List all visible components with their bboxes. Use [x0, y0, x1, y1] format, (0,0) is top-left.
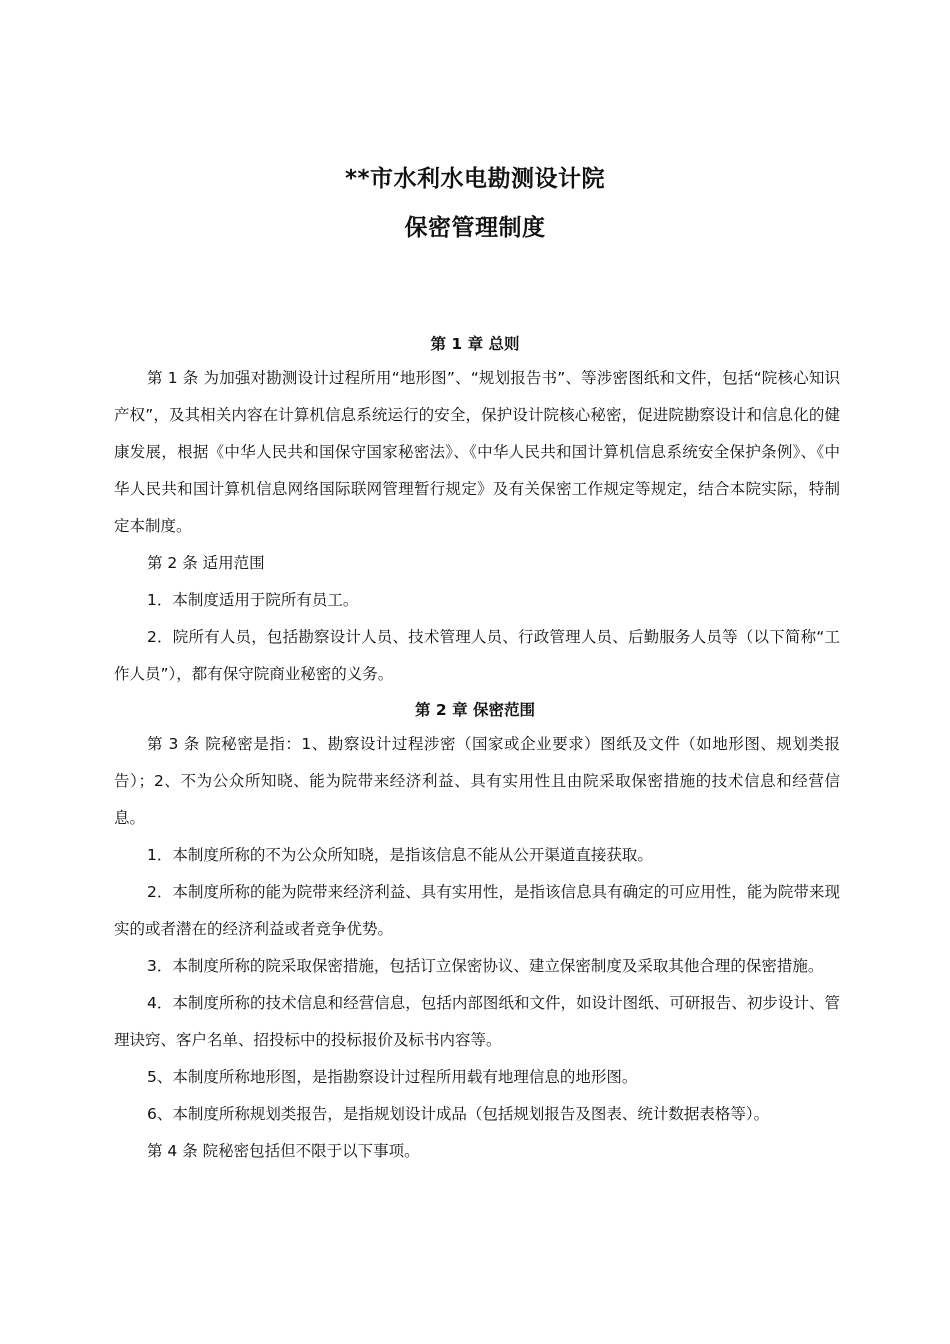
definition-item-4: 4．本制度所称的技术信息和经营信息，包括内部图纸和文件，如设计图纸、可研报告、初步设计、管理诀窍、客户名单、招投标中的投标报价及标书内容等。 [114, 994, 840, 1049]
chapter-2-heading: 第 2 章 保密范围 [415, 701, 535, 719]
chapter-1-heading: 第 1 章 总则 [430, 335, 520, 353]
definition-item-1: 1．本制度所称的不为公众所知晓，是指该信息不能从公开渠道直接获取。 [147, 846, 653, 864]
article-1-paragraph: 第 1 条 为加强对勘测设计过程所用“地形图”、“规划报告书”、等涉密图纸和文件，包括“院核心知识产权”，及其相关内容在计算机信息系统运行的安全，保护设计院核心秘密，促进院勘察设计和信息化的健康发展，根据《中华人民共和国保守国家秘密法》、《中华人民共和国计算机信息系统安全保护条例》、《中华人民共和国计算机信息网络国际联网管理暂行规定》及有关保密工作规定等规定，结合本院实际，特制定本制度。 [114, 369, 840, 535]
article-4-heading: 第 4 条 院秘密包括但不限于以下事项。 [147, 1142, 420, 1160]
document-title: **市水利水电勘测设计院 [344, 166, 606, 192]
scope-item-1: 1．本制度适用于院所有员工。 [147, 591, 359, 609]
chapter-1-body [114, 360, 840, 693]
document-subtitle: 保密管理制度 [404, 215, 546, 241]
definition-item-5: 5、本制度所称地形图，是指勘察设计过程所用载有地理信息的地形图。 [147, 1068, 638, 1086]
chapter-2-body [114, 726, 840, 1170]
definition-item-6: 6、本制度所称规划类报告，是指规划设计成品（包括规划报告及图表、统计数据表格等）。 [147, 1105, 770, 1123]
article-2-heading: 第 2 条 适用范围 [147, 554, 265, 572]
article-3-paragraph: 第 3 条 院秘密是指：1、勘察设计过程涉密（国家或企业要求）图纸及文件（如地形图、规划类报告）；2、不为公众所知晓、能为院带来经济利益、具有实用性且由院采取保密措施的技术信息和经营信息。 [114, 735, 840, 827]
definition-item-2: 2．本制度所称的能为院带来经济利益、具有实用性，是指该信息具有确定的可应用性，能为院带来现实的或者潜在的经济利益或者竞争优势。 [114, 883, 840, 938]
definition-item-3: 3．本制度所称的院采取保密措施，包括订立保密协议、建立保密制度及采取其他合理的保密措施。 [147, 957, 824, 975]
scope-item-2: 2．院所有人员，包括勘察设计人员、技术管理人员、行政管理人员、后勤服务人员等（以下简称“工作人员”），都有保守院商业秘密的义务。 [114, 628, 840, 683]
